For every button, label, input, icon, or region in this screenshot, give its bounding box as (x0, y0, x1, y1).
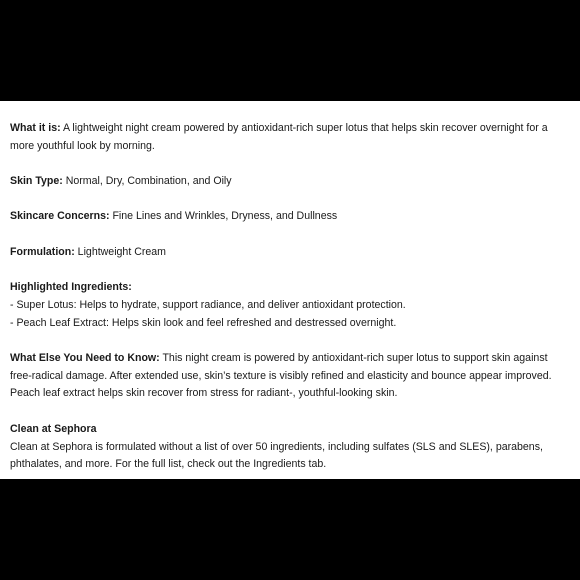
clean-at-sephora-block (10, 421, 572, 474)
skincare-concerns-text: Fine Lines and Wrinkles, Dryness, and Dullness (109, 210, 338, 223)
what-it-is-paragraph (10, 120, 572, 155)
bottom-letterbox-bar (0, 479, 580, 580)
what-it-is-text: A lightweight night cream powered by antioxidant-rich super lotus that helps skin recover overnight for a more youthful look by morning. (10, 122, 548, 152)
highlighted-ingredients-block (10, 279, 572, 332)
top-letterbox-bar (0, 0, 580, 101)
clean-at-sephora-title: Clean at Sephora (10, 422, 97, 435)
what-else-label: What Else You Need to Know: (10, 352, 160, 365)
what-it-is-label: What it is: (10, 122, 61, 134)
formulation-text: Lightweight Cream (74, 245, 167, 258)
what-else-paragraph (10, 350, 572, 403)
ingredient-item: - Peach Leaf Extract: Helps skin look and feel refreshed and destressed overnight. (10, 316, 397, 329)
skin-type-text: Normal, Dry, Combination, and Oily (62, 175, 232, 188)
skin-type-label: Skin Type: (10, 175, 63, 188)
ingredient-item: - Super Lotus: Helps to hydrate, support radiance, and deliver antioxidant protection. (10, 298, 406, 311)
highlighted-ingredients-title: Highlighted Ingredients: (10, 281, 132, 294)
skincare-concerns-paragraph (10, 208, 572, 226)
skincare-concerns-label: Skincare Concerns: (10, 210, 110, 223)
clean-at-sephora-text: Clean at Sephora is formulated without a list of over 50 ingredients, including sulfates (SLS and SLES), parabens, phthalates, and more. For the full list, check out the Ingredients tab. (10, 440, 543, 471)
skin-type-paragraph (10, 173, 572, 191)
formulation-paragraph (10, 244, 572, 262)
what-else-text: This night cream is powered by antioxidant-rich super lotus to support skin against free-radical damage. After extended use, skin’s texture is visibly refined and elasticity and bounce appear improved. Peach leaf extract helps skin recover from stress for radiant-, youthful-looking skin. (10, 352, 552, 400)
product-description-panel (0, 101, 580, 479)
formulation-label: Formulation: (10, 245, 75, 258)
